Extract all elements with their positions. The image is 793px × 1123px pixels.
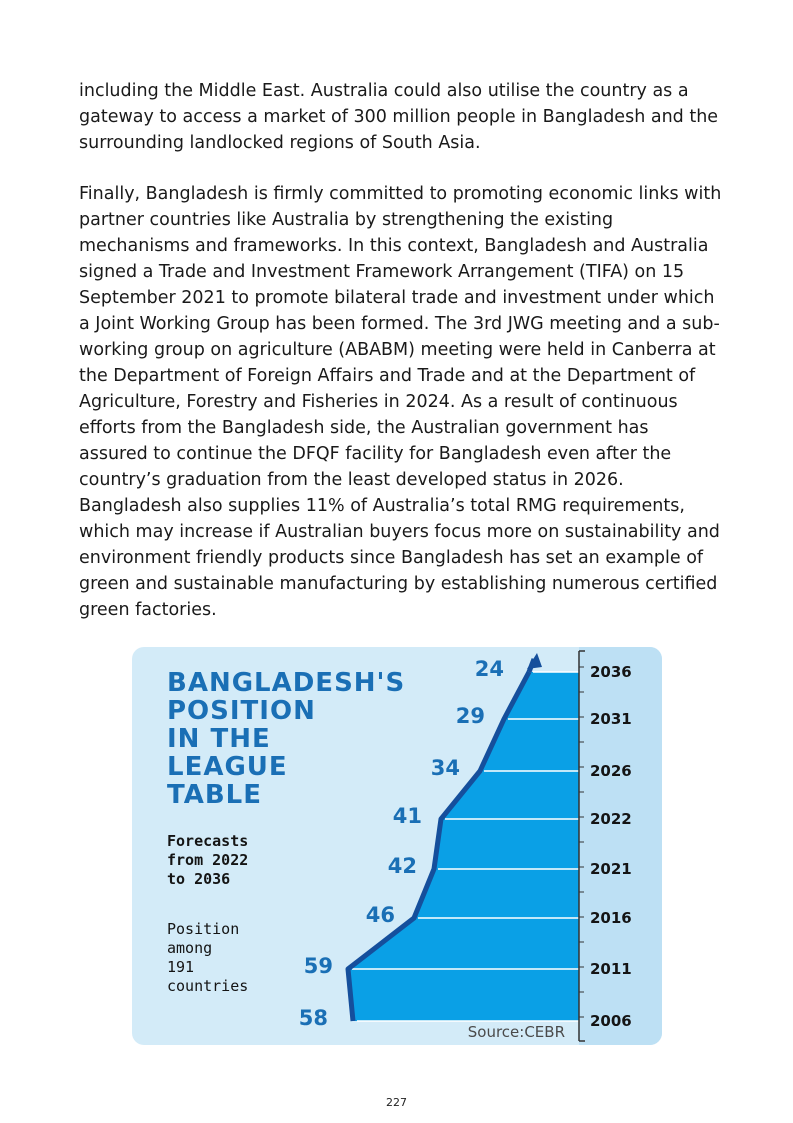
title-line: TABLE [167, 780, 262, 810]
text-line: working group on agriculture (ABABM) meeting were held in Canberra at [79, 340, 716, 360]
body-paragraph-2 [79, 181, 722, 623]
year-label: 2021 [590, 860, 632, 878]
text-line: efforts from the Bangladesh side, the Australian government has [79, 418, 649, 438]
year-label: 2036 [590, 663, 632, 681]
text-line: a Joint Working Group has been formed. The 3rd JWG meeting and a sub- [79, 314, 720, 334]
text-line: assured to continue the DFQF facility for Bangladesh even after the [79, 444, 672, 464]
year-label: 2011 [590, 960, 632, 978]
year-label: 2026 [590, 762, 632, 780]
forecast-note [167, 832, 248, 889]
text-line: environment friendly products since Bangladesh has set an example of [79, 548, 704, 568]
text-line: Finally, Bangladesh is firmly committed to promoting economic links with [79, 184, 722, 204]
position-line: countries [167, 977, 249, 995]
title-line: IN THE [167, 724, 271, 754]
rank-label: 58 [298, 1006, 328, 1030]
source-label: Source:CEBR [467, 1023, 565, 1041]
year-label: 2031 [590, 710, 632, 728]
year-label: 2006 [590, 1012, 632, 1030]
year-label: 2016 [590, 909, 632, 927]
arrow-head [527, 653, 542, 669]
text-line: Agriculture, Forestry and Fisheries in 2024. As a result of continuous [79, 392, 678, 412]
text-line: country’s graduation from the least developed status in 2026. [79, 470, 624, 490]
text-line: signed a Trade and Investment Framework Arrangement (TIFA) on 15 [79, 262, 685, 282]
league-table-infographic [132, 647, 662, 1045]
text-line: partner countries like Australia by strengthening the existing [79, 210, 614, 230]
text-line: which may increase if Australian buyers focus more on sustainability and [79, 522, 720, 542]
forecast-line: from 2022 [167, 851, 249, 869]
forecast-line: to 2036 [167, 870, 231, 888]
forecast-line: Forecasts [167, 832, 249, 850]
rank-label: 59 [303, 954, 333, 978]
rank-label: 24 [474, 657, 504, 681]
rank-label: 46 [365, 903, 395, 927]
text-line: surrounding landlocked regions of South Asia. [79, 133, 481, 153]
rank-label: 34 [430, 756, 460, 780]
title-line: BANGLADESH'S [167, 668, 406, 698]
position-line: Position [167, 920, 240, 938]
infographic-title [167, 669, 405, 809]
text-line: gateway to access a market of 300 million people in Bangladesh and the [79, 107, 719, 127]
rank-label: 42 [387, 854, 417, 878]
text-line: mechanisms and frameworks. In this context, Bangladesh and Australia [79, 236, 709, 256]
text-line: including the Middle East. Australia could also utilise the country as a [79, 81, 689, 101]
year-label: 2022 [590, 810, 632, 828]
text-line: September 2021 to promote bilateral trade and investment under which [79, 288, 715, 308]
right-strip [579, 647, 662, 1045]
title-line: LEAGUE [167, 752, 288, 782]
title-line: POSITION [167, 696, 316, 726]
text-line: Bangladesh also supplies 11% of Australia’s total RMG requirements, [79, 496, 685, 516]
text-line: green factories. [79, 600, 217, 620]
page-number: 227 [386, 1096, 407, 1109]
position-note [167, 920, 248, 996]
body-paragraph-1 [79, 78, 719, 156]
rank-label: 41 [392, 804, 422, 828]
text-line: the Department of Foreign Affairs and Trade and at the Department of [79, 366, 696, 386]
position-line: 191 [167, 958, 195, 976]
text-line: green and sustainable manufacturing by establishing numerous certified [79, 574, 718, 594]
position-line: among [167, 939, 213, 957]
rank-label: 29 [455, 704, 485, 728]
